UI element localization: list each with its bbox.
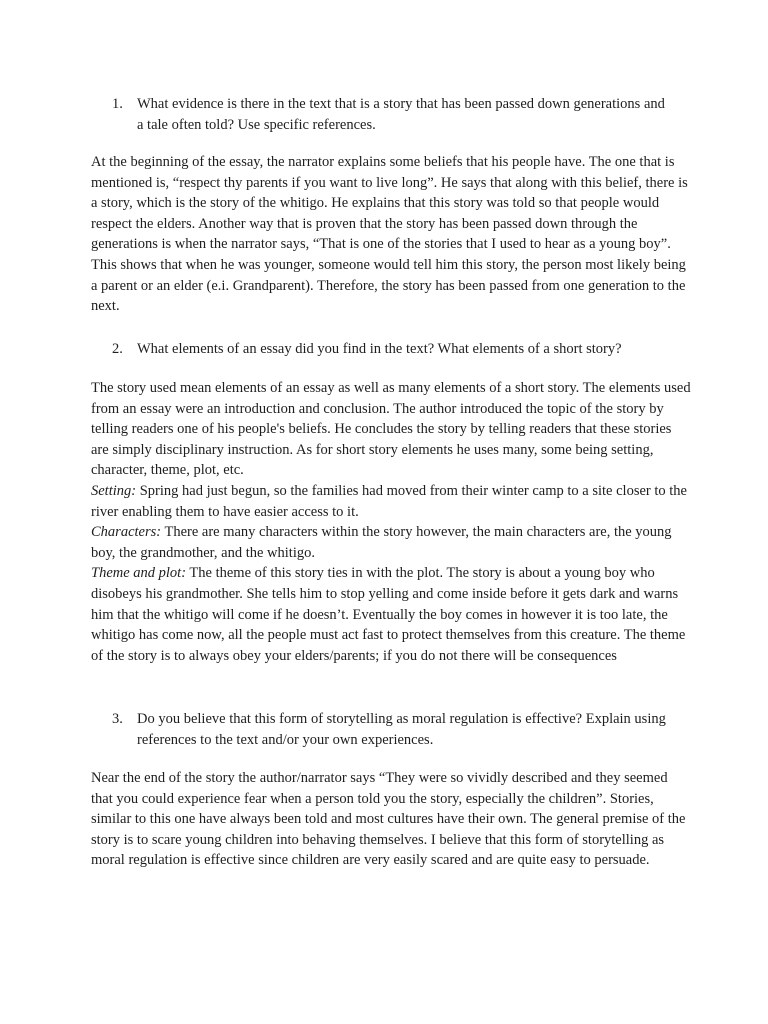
- question-3-number: 3.: [112, 711, 123, 727]
- theme-plot-label: Theme and plot:: [91, 565, 187, 582]
- answer-3-paragraph: Near the end of the story the author/narrator says “They were so vividly described and they seemed that you could experience fear when a person told you the story, especially the children”. Stories, similar to this one have always been told and most cultures have their own. The general premise of the story is to scare young children into behaving themselves. I believe that this form of storytelling as moral regulation is effective since children are very easily scared and are quite easy to persuade.: [91, 770, 686, 869]
- answer-2-characters: [91, 522, 691, 563]
- answer-2-setting: [91, 481, 691, 522]
- setting-text: Spring had just begun, so the families had moved from their winter camp to a site closer to the river enabling them to have easier access to it.: [91, 482, 687, 520]
- answer-2-theme-plot: [91, 563, 691, 666]
- theme-plot-text: The theme of this story ties in with the plot. The story is about a young boy who disobeys his grandmother. She tells him to stop yelling and come inside before it gets dark and warns him that the whitigo will come if he doesn’t. Eventually the boy comes in however it is too late, the whitigo has come now, all the people must act fast to protect themselves from this creature. The theme of the story is to always obey your elders/parents; if you do not there will be consequences: [91, 565, 686, 664]
- answer-2-intro: The story used mean elements of an essay as well as many elements of a short story. The elements used from an essay were an introduction and conclusion. The author introduced the topic of the story by telling readers one of his people's beliefs. He concludes the story by telling readers that these stories are simply disciplinary instruction. As for short story elements he uses many, some being setting, character, theme, plot, etc.: [91, 380, 691, 479]
- answer-3: [91, 768, 691, 871]
- answer-2: [91, 378, 691, 666]
- answer-1-paragraph: At the beginning of the essay, the narrator explains some beliefs that his people have. The one that is mentioned is, “respect thy parents if you want to live long”. He says that along with this belief, there is a story, which is the story of the whitigo. He explains that this story was told so that people would respect the elders. Another way that is proven that the story has been passed down through the generations is when the narrator says, “That is one of the stories that I used to hear as a young boy”. This shows that when he was younger, someone would tell him this story, the person most likely being a parent or an elder (e.i. Grandparent). Therefore, the story has been passed from one generation to the next.: [91, 154, 688, 315]
- question-3-text: Do you believe that this form of storytelling as moral regulation is effective? Explain using references to the text and/or your own experiences.: [137, 711, 666, 748]
- question-1-text: What evidence is there in the text that is a story that has been passed down generations and a tale often told? Use specific references.: [137, 96, 665, 133]
- characters-text: There are many characters within the story however, the main characters are, the young boy, the grandmother, and the whitigo.: [91, 524, 672, 561]
- characters-label: Characters:: [91, 524, 162, 541]
- question-1-number: 1.: [112, 96, 123, 112]
- question-2-text: What elements of an essay did you find in the text? What elements of a short story?: [137, 341, 622, 357]
- setting-label: Setting:: [91, 482, 137, 499]
- question-1: [112, 94, 672, 135]
- answer-1: [91, 152, 691, 317]
- question-2: [112, 339, 672, 360]
- question-2-number: 2.: [112, 341, 123, 357]
- question-3: [112, 709, 672, 750]
